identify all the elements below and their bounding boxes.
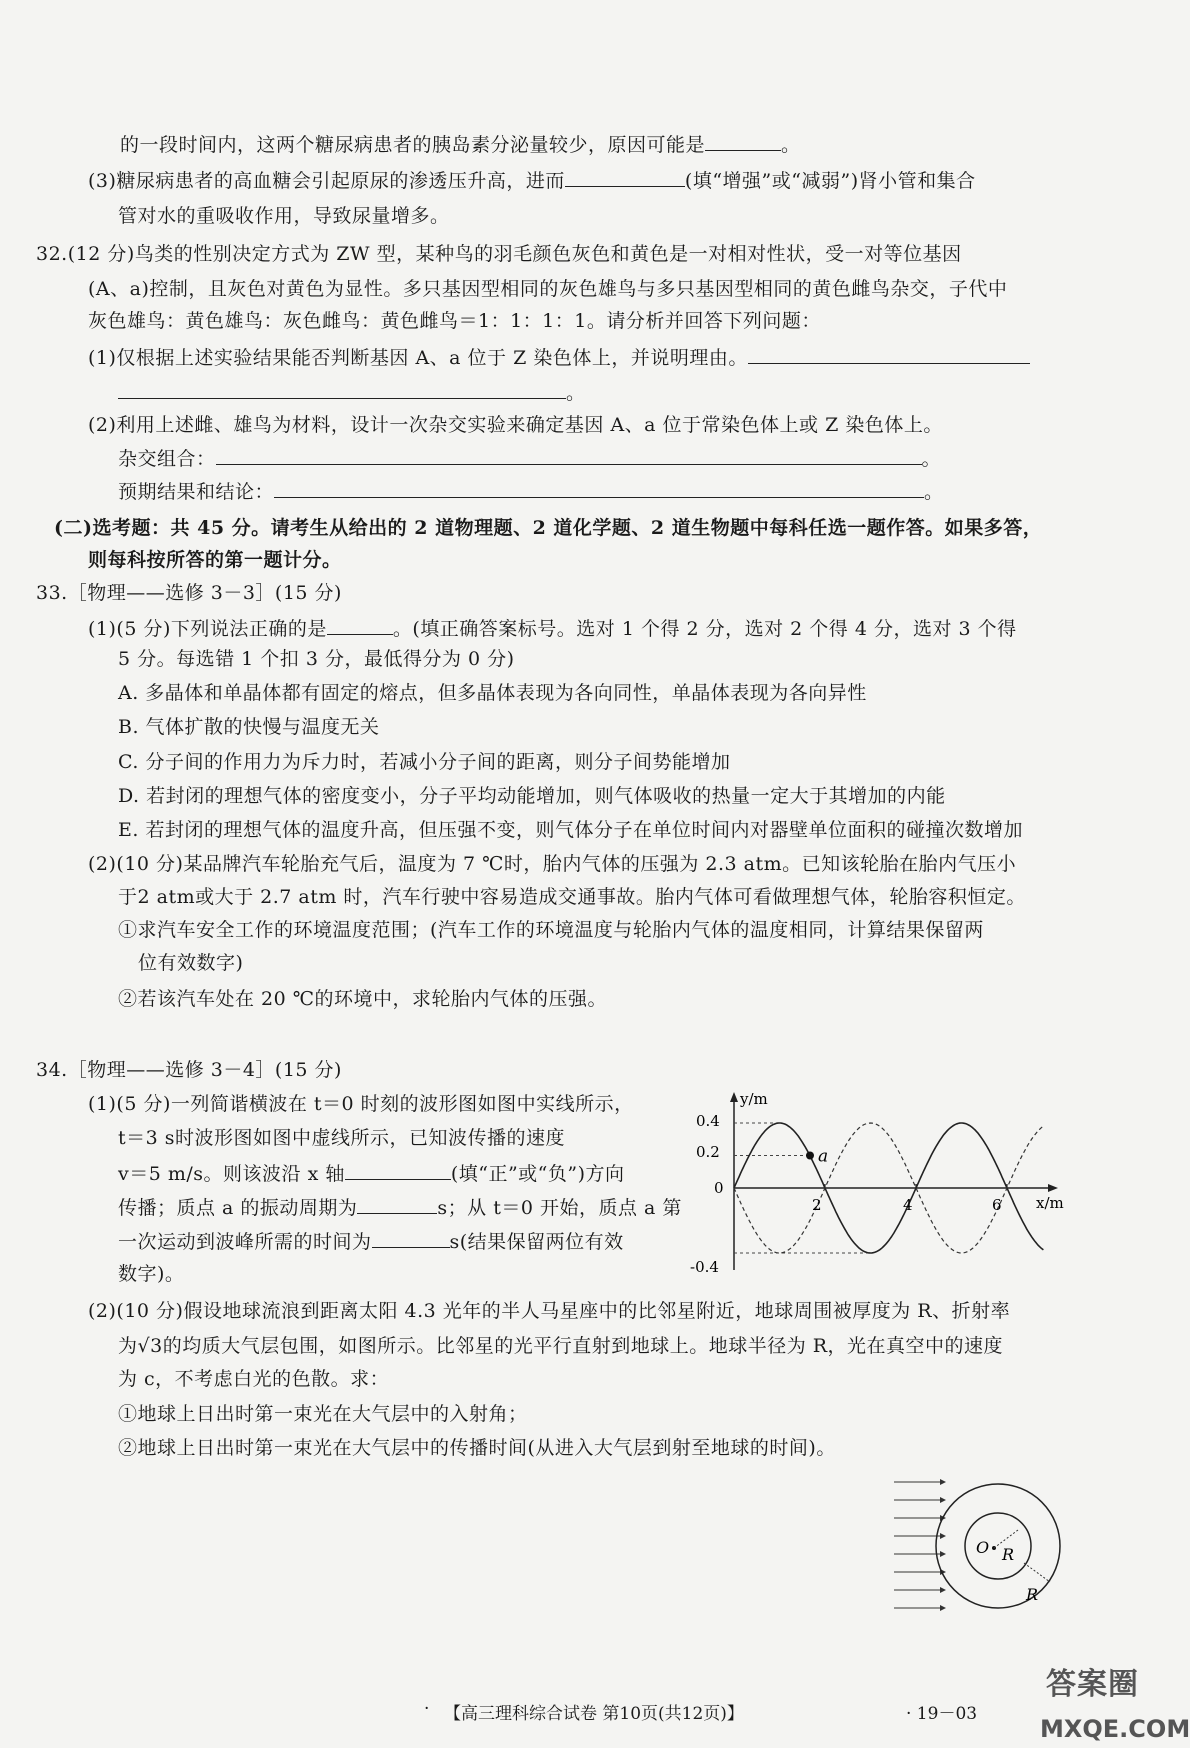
atmosphere-thickness-line [1024,1563,1050,1582]
wave-axes [730,1092,1058,1270]
text-line: 。 [118,378,586,406]
x-tick-4: 4 [903,1196,913,1214]
footer-code: · 19－03 [906,1704,978,1724]
wave-graph [690,1090,1070,1275]
text-line: 的一段时间内，这两个糖尿病患者的胰岛素分泌量较少，原因可能是 。 [120,130,801,158]
text-line: 于2 atm或大于 2.7 atm 时，汽车行驶中容易造成交通事故。胎内气体可看做理想气体，轮胎容积恒定。 [118,886,1026,908]
text-line: 杂交组合： 。 [118,444,941,472]
x-axis-arrow [1048,1184,1058,1192]
y-tick-0.2: 0.2 [696,1143,720,1161]
text-line: (1)(5 分)一列简谐横波在 t＝0 时刻的波形图如图中实线所示， [88,1093,634,1115]
earth-circle [965,1513,1031,1579]
light-ray-arrow [940,1533,946,1539]
text-line: 传播；质点 a 的振动周期为 s；从 t＝0 开始，质点 a 第 [118,1193,682,1221]
question-33: 33.［物理——选修 3－3］(15 分) [36,582,342,604]
text-line: ①求汽车安全工作的环境温度范围；(汽车工作的环境温度与轮胎内气体的温度相同，计算结果保留两 [118,919,984,941]
text-line: (1)仅根据上述实验结果能否判断基因 A、a 位于 Z 染色体上，并说明理由。 [88,343,1030,371]
x-tick-2: 2 [812,1196,822,1214]
text-line: 为 c，不考虑白光的色散。求： [118,1368,390,1390]
text-line: 管对水的重吸收作用，导致尿量增多。 [118,205,450,227]
text-line: (1)(5 分)下列说法正确的是 。(填正确答案标号。选对 1 个得 2 分，选对 2 个得 4 分，选对 3 个得 [88,614,1017,642]
text-line: 灰色雄鸟：黄色雄鸟：灰色雌鸟：黄色雌鸟＝1：1：1：1。请分析并回答下列问题： [88,310,821,332]
light-ray-arrow [940,1497,946,1503]
light-ray-arrow [940,1605,946,1611]
question-32: 32.(12 分)鸟类的性别决定方式为 ZW 型，某种鸟的羽毛颜色灰色和黄色是一对相对性状，受一对等位基因 [36,243,962,265]
text-line: t＝3 s时波形图如图中虚线所示，已知波传播的速度 [118,1127,566,1149]
text-line: ②若该汽车处在 20 ℃的环境中，求轮胎内气体的压强。 [118,988,608,1010]
text-line: (A、a)控制，且灰色对黄色为显性。多只基因型相同的灰色雄鸟与多只基因型相同的黄色雌鸟杂交，子代中 [88,278,1008,300]
y-tick-0: 0 [714,1179,724,1197]
y-tick-0.4: 0.4 [696,1112,720,1130]
text-line: 5 分。每选错 1 个扣 3 分，最低得分为 0 分) [118,648,515,670]
text-line: 为√3的均质大气层包围，如图所示。比邻星的光平行直射到地球上。地球半径为 R，光在真空中的速度 [118,1335,1004,1357]
center-label: O [976,1538,990,1557]
atmosphere-thickness-label: R [1026,1585,1039,1604]
watermark-text-top: 答案圈 [1046,1667,1139,1702]
question-34: 34.［物理——选修 3－4］(15 分) [36,1059,342,1081]
text-line: ①地球上日出时第一束光在大气层中的入射角； [118,1403,528,1425]
option-a: A. 多晶体和单晶体都有固定的熔点，但多晶体表现为各向同性，单晶体表现为各向异性 [118,682,867,704]
light-ray-arrow [940,1587,946,1593]
x-axis-label: x/m [1036,1194,1064,1212]
option-e: E. 若封闭的理想气体的温度升高，但压强不变，则气体分子在单位时间内对器壁单位面积的碰撞次数增加 [118,819,1023,841]
text-line: (3)糖尿病患者的高血糖会引起原尿的渗透压升高，进而 (填“增强”或“减弱”)肾小管和集合 [88,166,976,194]
point-a-label: a [817,1146,829,1167]
earth-atmosphere-figure [890,1470,1070,1640]
section-heading: (二)选考题：共 45 分。请考生从给出的 2 道物理题、2 道化学题、2 道生物题中每科任选一题作答。如果多答， [54,517,1043,539]
y-axis-arrow [730,1092,738,1102]
text-line: (2)(10 分)假设地球流浪到距离太阳 4.3 光年的半人马星座中的比邻星附近，地球周围被厚度为 R、折射率 [88,1300,1011,1322]
text-line: v＝5 m/s。则该波沿 x 轴 (填“正”或“负”)方向 [118,1159,625,1187]
option-c: C. 分子间的作用力为斥力时，若减小分子间的距离，则分子间势能增加 [118,751,731,773]
text-line: (2)(10 分)某品牌汽车轮胎充气后，温度为 7 ℃时，胎内气体的压强为 2.3 atm。已知该轮胎在胎内气压小 [88,853,1017,875]
option-b: B. 气体扩散的快慢与温度无关 [118,716,380,738]
atmosphere-outer-circle [936,1484,1060,1608]
watermark-text-bottom: MXQE.COM [1040,1715,1190,1743]
footer-dot: · [424,1699,430,1719]
text-line: 预期结果和结论： 。 [118,477,944,505]
text-line: (2)利用上述雌、雄鸟为材料，设计一次杂交实验来确定基因 A、a 位于常染色体上或 Z 染色体上。 [88,414,943,436]
y-tick-neg0.4: -0.4 [690,1258,719,1276]
text-line: 数字)。 [118,1263,185,1285]
point-a [806,1152,814,1160]
section-heading: 则每科按所答的第一题计分。 [88,549,342,571]
y-axis-label: y/m [740,1090,768,1108]
text-line: ②地球上日出时第一束光在大气层中的传播时间(从进入大气层到射至地球的时间)。 [118,1437,836,1459]
footer-title: 【高三理科综合试卷 第10页(共12页)】 [444,1704,744,1724]
light-ray-arrow [940,1551,946,1557]
text-line: 位有效数字) [138,952,244,974]
parallel-light-rays [894,1479,946,1611]
watermark-logo [1040,1655,1190,1748]
light-ray-arrow [940,1479,946,1485]
text-line: 一次运动到波峰所需的时间为 s(结果保留两位有效 [118,1227,624,1255]
x-tick-6: 6 [992,1196,1002,1214]
option-d: D. 若封闭的理想气体的密度变小，分子平均动能增加，则气体吸收的热量一定大于其增加的内能 [118,785,946,807]
earth-radius-label: R [1002,1545,1015,1564]
